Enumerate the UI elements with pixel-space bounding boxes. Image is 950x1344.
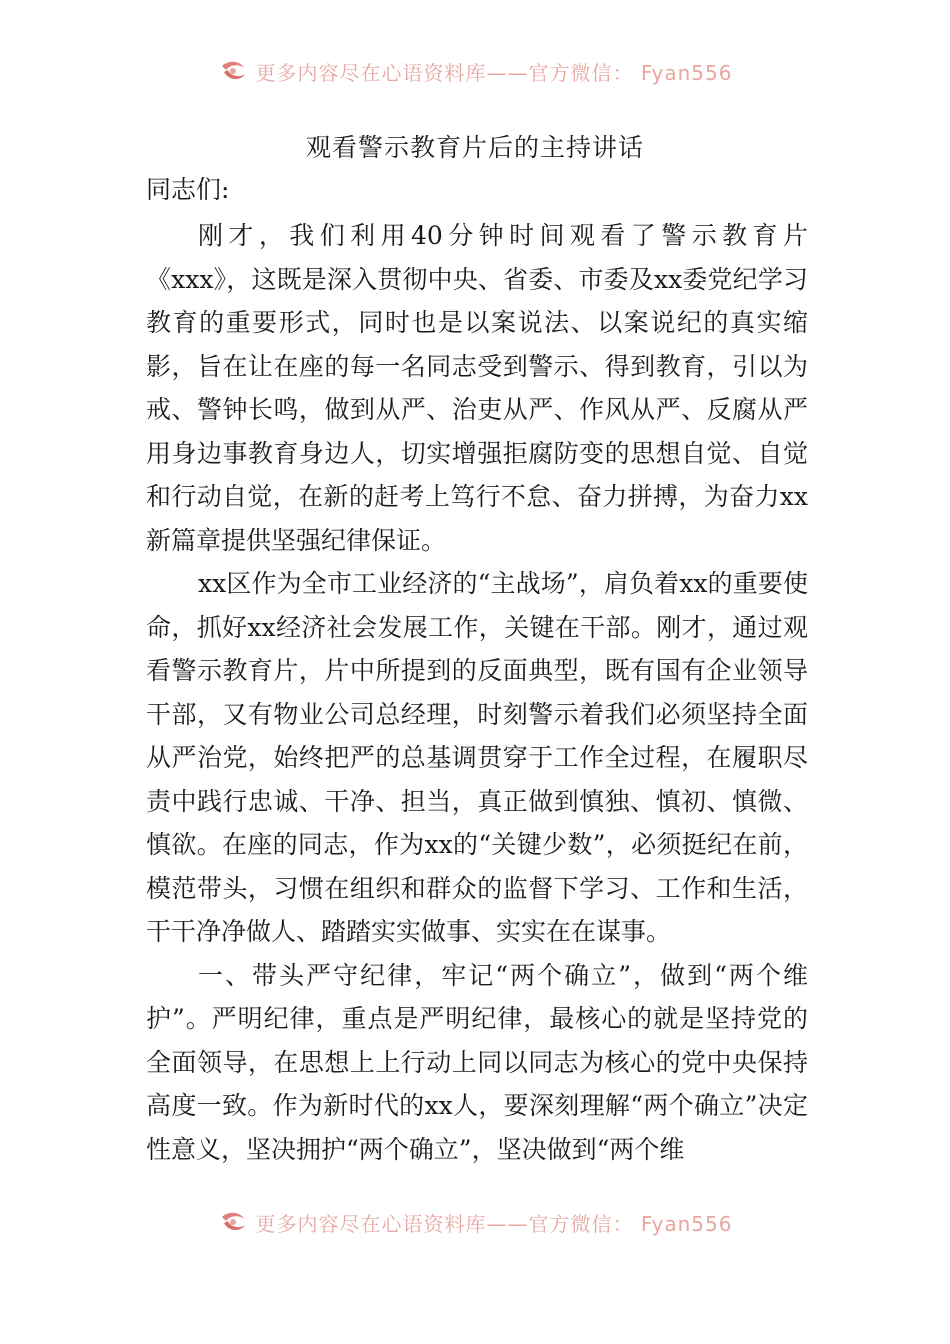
document-body [146,214,808,1171]
paragraph: 一、带头严守纪律，牢记“两个确立”，做到“两个维护”。严明纪律，重点是严明纪律，最核心的就是坚持党的全面领导，在思想上上行动上同以同志为核心的党中央保持高度一致。作为新时代的xx人，要深刻理解“两个确立”决定性意义，坚决拥护“两个确立”，坚决做到“两个维 [146,960,808,1164]
swirl-logo-icon [218,1209,248,1235]
watermark-footer [0,1207,950,1237]
paragraph: xx区作为全市工业经济的“主战场”，肩负着xx的重要使命，抓好xx经济社会发展工作，关键在干部。刚才，通过观看警示教育片，片中所提到的反面典型，既有国有企业领导干部，又有物业公司总经理，时刻警示着我们必须坚持全面从严治党，始终把严的总基调贯穿于工作全过程，在履职尽责中践行忠诚、干净、担当，真正做到慎独、慎初、慎微、慎欲。在座的同志，作为xx的“关键少数”，必须挺纪在前，模范带头，习惯在组织和群众的监督下学习、工作和生活，干干净净做人、踏踏实实做事、实实在在谋事。 [146,569,808,946]
salutation: 同志们: [146,175,230,204]
watermark-text: 更多内容尽在心语资料库——官方微信： Fyan556 [255,1211,733,1236]
document-title: 观看警示教育片后的主持讲话 [305,133,644,162]
watermark-text: 更多内容尽在心语资料库——官方微信： Fyan556 [255,60,733,85]
watermark-header [0,56,950,86]
paragraph: 刚才，我们利用40分钟时间观看了警示教育片《xxx》，这既是深入贯彻中央、省委、市委及xx委党纪学习教育的重要形式，同时也是以案说法、以案说纪的真实缩影，旨在让在座的每一名同志受到警示、得到教育，引以为戒、警钟长鸣，做到从严、治吏从严、作风从严、反腐从严用身边事教育身边人，切实增强拒腐防变的思想自觉、自觉和行动自觉，在新的赶考上笃行不怠、奋力拼搏，为奋力xx新篇章提供坚强纪律保证。 [146,221,808,555]
swirl-logo-icon [218,58,248,84]
